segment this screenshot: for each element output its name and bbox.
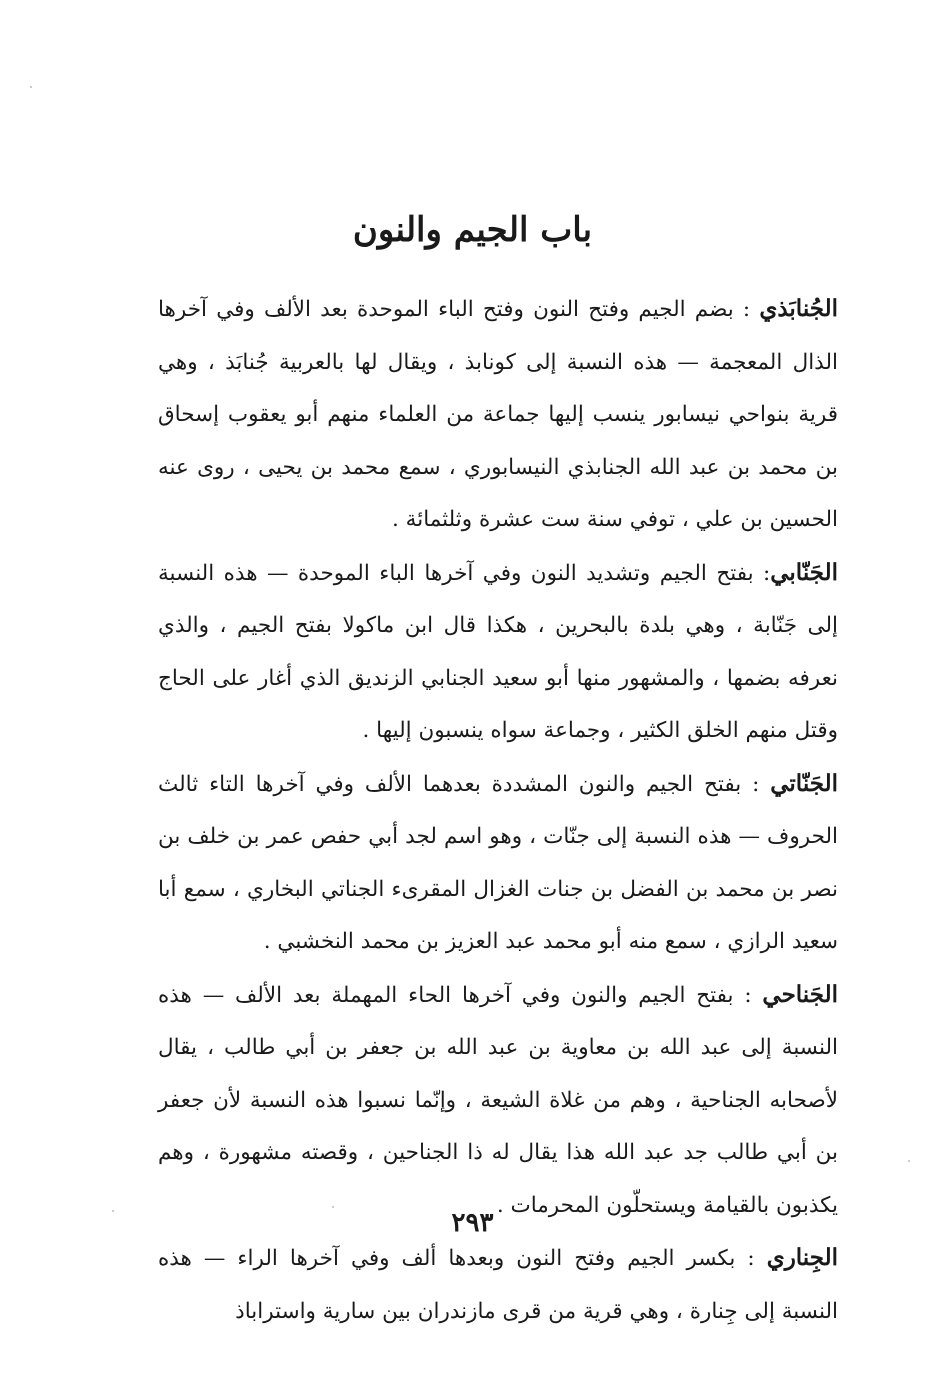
entry-jannati [158,758,838,969]
entry-text: : بفتح الجيم وتشديد النون وفي آخرها الباء الموحدة — هذه النسبة إلى جَنّابة ، وهي بلدة بالبحرين ، هكذا قال ابن ماكولا بفتح الجيم ، والذي نعرفه بضمها ، والمشهور منها أبو سعيد الجنابي الزنديق الذي أغار على الحاج وقتل منهم الخلق الكثير ، وجماعة سواه ينسبون إليها . [158,560,838,743]
entry-janahi [158,969,838,1233]
scan-speck [30,86,32,88]
scan-speck [908,1160,910,1162]
entry-text: : بكسر الجيم وفتح النون وبعدها ألف وفي آخرها الراء — هذه النسبة إلى جِنارة ، وهي قرية من قرى مازندران بين سارية واستراباذ [158,1246,838,1324]
chapter-title: باب الجيم والنون [352,210,593,250]
entry-headword: الجُنابَذي [759,295,838,322]
scan-speck [332,1206,334,1208]
entry-text: : بفتح الجيم والنون المشددة بعدهما الألف وفي آخرها التاء ثالث الحروف — هذه النسبة إلى جنّات ، وهو اسم لجد أبي حفص عمر بن خلف بن نصر بن محمد بن الفضل بن جنات الغزال المقرىء الجناتي البخاري ، سمع أبا سعيد الرازي ، سمع منه أبو محمد عبد العزيز بن محمد النخشبي . [158,771,838,954]
entry-headword: الجَنّاتي [770,769,838,797]
entry-headword: الجَنّابي [770,558,838,586]
entry-junabidhi [158,283,838,547]
scan-speck [112,1210,114,1212]
page-body [158,283,838,1338]
entry-text: : بضم الجيم وفتح النون وفتح الباء الموحدة بعد الألف وفي آخرها الذال المعجمة — هذه النسبة إلى كونابذ ، ويقال لها بالعربية جُنابَذ ، وهي قرية بنواحي نيسابور ينسب إليها جماعة من العلماء منهم أبو يعقوب إسحاق بن محمد بن عبد الله الجنابذي النيسابوري ، سمع محمد بن يحيى ، روى عنه الحسين بن علي ، توفي سنة ست عشرة وثلثمائة . [158,297,838,532]
entry-text: : بفتح الجيم والنون وفي آخرها الحاء المهملة بعد الألف — هذه النسبة إلى عبد الله بن معاوية بن عبد الله بن جعفر بن أبي طالب ، يقال لأصحابه الجناحية ، وهم من غلاة الشيعة ، وإنّما نسبوا هذه النسبة لأن جعفر بن أبي طالب جد عبد الله هذا يقال له ذا الجناحين ، وقصته مشهورة ، وهم يكذبون بالقيامة ويستحلّون المحرمات . [158,982,838,1218]
page-number: ٢٩٣ [451,1208,494,1238]
entry-headword: الجِناري [766,1244,838,1271]
entry-jannabi [158,547,838,758]
entry-headword: الجَناحي [762,980,838,1008]
entry-jinari [158,1232,838,1338]
